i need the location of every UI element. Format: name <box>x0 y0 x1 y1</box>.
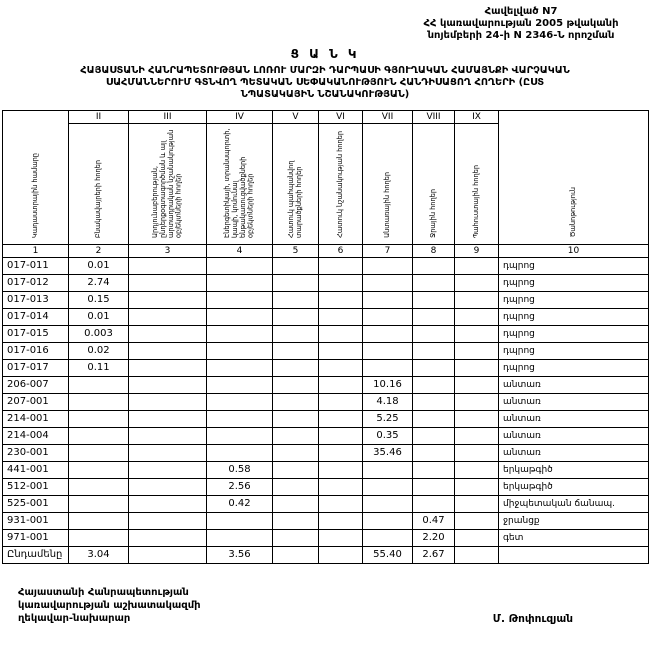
cell-value <box>129 342 207 359</box>
cell-value <box>129 546 207 563</box>
cell-value <box>129 257 207 274</box>
cell-value: 0.02 <box>69 342 129 359</box>
col-header-note-label: Ծանոթություն <box>568 187 577 238</box>
footer-office-line: Հայաստանի Հանրապետության <box>18 586 189 598</box>
cell-note: դպրոց <box>499 291 649 308</box>
cell-note: անտառ <box>499 444 649 461</box>
cell-value <box>413 393 455 410</box>
cell-value: 3.56 <box>207 546 273 563</box>
cell-value: 55.40 <box>363 546 413 563</box>
cell-value <box>455 444 499 461</box>
cell-value <box>207 291 273 308</box>
cell-value: 0.42 <box>207 495 273 512</box>
total-row <box>3 546 649 563</box>
cell-value <box>129 529 207 546</box>
cell-value: 0.58 <box>207 461 273 478</box>
cell-value <box>207 427 273 444</box>
cell-value <box>207 308 273 325</box>
table-row <box>3 342 649 359</box>
cell-note: երկաթգիծ <box>499 461 649 478</box>
cell-value <box>455 410 499 427</box>
cell-value <box>273 461 319 478</box>
cell-value: 5.25 <box>363 410 413 427</box>
cell-value <box>455 325 499 342</box>
cell-value <box>319 274 363 291</box>
col-header-category-5-label: Հատուկ պահպանվող տարածքների հողեր <box>286 160 303 238</box>
cell-value <box>363 512 413 529</box>
cell-value <box>69 376 129 393</box>
cell-value <box>319 444 363 461</box>
table-row <box>3 291 649 308</box>
cell-value <box>207 410 273 427</box>
cell-value <box>319 478 363 495</box>
cell-note: ջրանցք <box>499 512 649 529</box>
cell-value <box>413 495 455 512</box>
cell-value: 3.04 <box>69 546 129 563</box>
cell-value <box>455 393 499 410</box>
cell-value <box>207 393 273 410</box>
cell-value <box>413 257 455 274</box>
cell-value <box>129 495 207 512</box>
cell-value <box>363 257 413 274</box>
footer-office-line: կառավարության աշխատակազմի <box>18 599 201 611</box>
cell-value <box>413 410 455 427</box>
cell-value <box>129 274 207 291</box>
col-header-category-3 <box>129 123 207 244</box>
cell-value <box>455 546 499 563</box>
cell-value <box>319 461 363 478</box>
cell-value <box>129 393 207 410</box>
cell-value <box>69 393 129 410</box>
column-number-6: 6 <box>319 244 363 257</box>
cell-note: միջպետական ճանապ. <box>499 495 649 512</box>
cell-value <box>455 529 499 546</box>
col-header-category-4 <box>207 123 273 244</box>
column-number-4: 4 <box>207 244 273 257</box>
column-number-9: 9 <box>455 244 499 257</box>
col-header-category-7 <box>363 123 413 244</box>
cell-note: դպրոց <box>499 308 649 325</box>
cell-cadastral-number: 525-001 <box>3 495 69 512</box>
table-body <box>3 257 649 563</box>
cell-value: 0.01 <box>69 257 129 274</box>
cell-value: 2.67 <box>413 546 455 563</box>
cell-value <box>413 478 455 495</box>
cell-value <box>69 495 129 512</box>
cell-value <box>455 342 499 359</box>
cell-value <box>129 308 207 325</box>
cell-value <box>207 342 273 359</box>
cell-value <box>273 512 319 529</box>
cell-value: 0.003 <box>69 325 129 342</box>
cell-value <box>319 512 363 529</box>
cell-value <box>207 529 273 546</box>
column-number-8: 8 <box>413 244 455 257</box>
table-head <box>3 110 649 257</box>
cell-cadastral-number: Ընդամենը <box>3 546 69 563</box>
cell-value <box>207 359 273 376</box>
cell-cadastral-number: 207-001 <box>3 393 69 410</box>
cell-value <box>207 257 273 274</box>
cell-value <box>363 342 413 359</box>
cell-value <box>319 529 363 546</box>
cell-cadastral-number: 512-001 <box>3 478 69 495</box>
cell-value <box>207 325 273 342</box>
cell-value: 10.16 <box>363 376 413 393</box>
col-header-category-2-label: Բնակավայրերի հողեր <box>93 159 102 238</box>
column-number-2: 2 <box>69 244 129 257</box>
cell-note: դպրոց <box>499 325 649 342</box>
col-header-category-6 <box>319 123 363 244</box>
roman-numeral-VI: VI <box>319 110 363 123</box>
cell-value <box>207 274 273 291</box>
signature: Մ. Թոփուզյան <box>492 612 573 625</box>
cell-cadastral-number: 017-016 <box>3 342 69 359</box>
cell-value <box>273 410 319 427</box>
cell-value: 0.35 <box>363 427 413 444</box>
cell-value: 0.11 <box>69 359 129 376</box>
cell-value <box>363 308 413 325</box>
cell-value <box>273 342 319 359</box>
cell-value <box>455 376 499 393</box>
cell-value <box>455 359 499 376</box>
cell-value <box>319 342 363 359</box>
col-header-cadastral <box>3 110 69 244</box>
footer <box>2 586 648 625</box>
cell-value <box>273 359 319 376</box>
cell-note: երկաթգիծ <box>499 478 649 495</box>
cell-value <box>69 478 129 495</box>
cell-cadastral-number: 971-001 <box>3 529 69 546</box>
cell-note: դպրոց <box>499 359 649 376</box>
table-row <box>3 257 649 274</box>
cell-value <box>273 325 319 342</box>
cell-value <box>273 495 319 512</box>
cell-value <box>455 427 499 444</box>
cell-note: դպրոց <box>499 342 649 359</box>
cell-cadastral-number: 931-001 <box>3 512 69 529</box>
table-row <box>3 274 649 291</box>
cell-value <box>129 444 207 461</box>
column-number-3: 3 <box>129 244 207 257</box>
col-header-category-3-label: Արդյունաբերության, ընդերքօգտագործման և այլ արտադրական նշանակության օբյեկտների հողեր <box>150 129 183 238</box>
doc-type-title: Ց Ա Ն Կ <box>290 47 360 61</box>
cell-value <box>207 376 273 393</box>
cell-note: անտառ <box>499 393 649 410</box>
table-row <box>3 376 649 393</box>
cell-value <box>207 444 273 461</box>
cell-value <box>273 444 319 461</box>
table-row <box>3 478 649 495</box>
cell-value <box>129 410 207 427</box>
cell-value: 2.56 <box>207 478 273 495</box>
table-row <box>3 461 649 478</box>
cell-value <box>273 376 319 393</box>
col-header-category-4-label: Էներգետիկայի, տրանսպորտի, կապի, կոմունալ ենթակառուցվածքների օբյեկտների հողեր <box>222 128 255 238</box>
cell-value <box>413 376 455 393</box>
title-line: ՀԱՅԱՍՏԱՆԻ ՀԱՆՐԱՊԵՏՈՒԹՅԱՆ ԼՈՌՈՒ ՄԱՐԶԻ ԴԱՐՊԱՍԻ ԳՅՈՒՂԱԿԱՆ ՀԱՄԱՅՆՔԻ ՎԱՐՉԱԿԱՆ <box>80 65 570 76</box>
cell-value <box>455 257 499 274</box>
cell-cadastral-number: 017-011 <box>3 257 69 274</box>
roman-numeral-IV: IV <box>207 110 273 123</box>
col-header-cadastral-label: Կադաստրային համարը <box>30 152 39 238</box>
cell-value <box>69 427 129 444</box>
table-row <box>3 393 649 410</box>
cell-value <box>69 529 129 546</box>
cell-value <box>413 342 455 359</box>
column-number-5: 5 <box>273 244 319 257</box>
cell-value <box>413 427 455 444</box>
cell-value <box>319 393 363 410</box>
cell-cadastral-number: 017-014 <box>3 308 69 325</box>
cell-value <box>273 546 319 563</box>
cell-note: անտառ <box>499 410 649 427</box>
cell-value: 35.46 <box>363 444 413 461</box>
cell-value <box>273 291 319 308</box>
roman-numeral-II: II <box>69 110 129 123</box>
cell-value <box>129 461 207 478</box>
cell-value <box>363 529 413 546</box>
appendix-line: նոյեմբերի 24-ի N 2346-Ն որոշման <box>427 30 615 41</box>
cell-value <box>319 325 363 342</box>
col-header-category-8 <box>413 123 455 244</box>
cell-value <box>319 546 363 563</box>
cell-value <box>129 359 207 376</box>
cell-cadastral-number: 017-012 <box>3 274 69 291</box>
land-categories-table <box>2 110 649 564</box>
table-row <box>3 325 649 342</box>
cell-value <box>69 512 129 529</box>
cell-value <box>319 376 363 393</box>
cell-value <box>413 274 455 291</box>
cell-value <box>69 461 129 478</box>
footer-office-line: ղեկավար-նախարար <box>18 612 131 624</box>
roman-numeral-VII: VII <box>363 110 413 123</box>
cell-value <box>413 444 455 461</box>
cell-cadastral-number: 441-001 <box>3 461 69 478</box>
cell-value <box>207 512 273 529</box>
cell-value <box>273 478 319 495</box>
cell-value: 4.18 <box>363 393 413 410</box>
cell-value <box>129 512 207 529</box>
cell-value <box>363 478 413 495</box>
column-number-7: 7 <box>363 244 413 257</box>
cell-value: 2.74 <box>69 274 129 291</box>
cell-cadastral-number: 214-004 <box>3 427 69 444</box>
cell-cadastral-number: 017-015 <box>3 325 69 342</box>
cell-value <box>455 495 499 512</box>
cell-value <box>413 308 455 325</box>
title-line: ՍԱՀՄԱՆՆԵՐՈՒՄ ԳՏՆՎՈՂ ՊԵՏԱԿԱՆ ՍԵՓԱԿԱՆՈՒԹՅՈՒՆ ՀԱՆԴԻՍԱՑՈՂ ՀՈՂԵՐԻ (ԸՍՏ <box>105 77 545 89</box>
cell-value: 0.01 <box>69 308 129 325</box>
cell-note: դպրոց <box>499 257 649 274</box>
col-header-category-8-label: Ջրային հողեր <box>428 188 437 238</box>
col-header-category-9-label: Պահուստային հողեր <box>471 164 480 238</box>
cell-value <box>129 325 207 342</box>
cell-value <box>129 291 207 308</box>
cell-value <box>319 427 363 444</box>
cell-value: 0.15 <box>69 291 129 308</box>
cell-value <box>455 512 499 529</box>
cell-value <box>273 393 319 410</box>
appendix-line: ՀՀ կառավարության 2005 թվականի <box>423 18 619 29</box>
cell-value <box>273 308 319 325</box>
cell-value <box>273 529 319 546</box>
cell-note: անտառ <box>499 427 649 444</box>
cell-value <box>69 444 129 461</box>
appendix-line: Հավելված N7 <box>484 6 558 17</box>
cell-value <box>363 461 413 478</box>
cell-note: դպրոց <box>499 274 649 291</box>
cell-value <box>319 410 363 427</box>
cell-value <box>69 410 129 427</box>
cell-value <box>455 274 499 291</box>
col-header-note <box>499 110 649 244</box>
cell-cadastral-number: 214-001 <box>3 410 69 427</box>
cell-value <box>319 257 363 274</box>
cell-value <box>363 274 413 291</box>
cell-value <box>363 325 413 342</box>
cell-value <box>319 308 363 325</box>
cell-value <box>455 291 499 308</box>
roman-numeral-VIII: VIII <box>413 110 455 123</box>
table-row <box>3 410 649 427</box>
col-header-category-9 <box>455 123 499 244</box>
table-row <box>3 529 649 546</box>
cell-value <box>273 257 319 274</box>
cell-value <box>413 461 455 478</box>
cell-cadastral-number: 206-007 <box>3 376 69 393</box>
cell-value <box>129 376 207 393</box>
table-row <box>3 308 649 325</box>
cell-value <box>363 495 413 512</box>
cell-value <box>363 359 413 376</box>
roman-numeral-IX: IX <box>455 110 499 123</box>
cell-value <box>129 478 207 495</box>
cell-value <box>363 291 413 308</box>
col-header-category-7-label: Անտառային հողեր <box>382 171 391 238</box>
table-row <box>3 495 649 512</box>
appendix-reference <box>402 6 640 42</box>
cell-value: 2.20 <box>413 529 455 546</box>
roman-numeral-III: III <box>129 110 207 123</box>
cell-value <box>413 359 455 376</box>
document-title <box>2 65 648 102</box>
cell-cadastral-number: 017-013 <box>3 291 69 308</box>
cell-value: 0.47 <box>413 512 455 529</box>
cell-value <box>273 274 319 291</box>
roman-numeral-V: V <box>273 110 319 123</box>
cell-value <box>455 461 499 478</box>
cell-value <box>413 291 455 308</box>
column-number-10: 10 <box>499 244 649 257</box>
table-row <box>3 359 649 376</box>
footer-office <box>18 586 201 625</box>
cell-value <box>129 427 207 444</box>
cell-value <box>319 291 363 308</box>
table-row <box>3 427 649 444</box>
col-header-category-6-label: Հատուկ նշանակության հողեր <box>335 130 344 238</box>
table-row <box>3 512 649 529</box>
cell-value <box>273 427 319 444</box>
cell-value <box>319 359 363 376</box>
cell-value <box>455 478 499 495</box>
column-number-1: 1 <box>3 244 69 257</box>
cell-value <box>455 308 499 325</box>
title-line: ՆՊԱՏԱԿԱՅԻՆ ՆՇԱՆԱԿՈՒԹՅԱՆ) <box>240 89 410 101</box>
col-header-category-5 <box>273 123 319 244</box>
cell-note: անտառ <box>499 376 649 393</box>
col-header-category-2 <box>69 123 129 244</box>
table-row <box>3 444 649 461</box>
cell-note: գետ <box>499 529 649 546</box>
cell-value <box>413 325 455 342</box>
cell-value <box>319 495 363 512</box>
cell-note <box>499 546 649 563</box>
cell-cadastral-number: 230-001 <box>3 444 69 461</box>
cell-cadastral-number: 017-017 <box>3 359 69 376</box>
